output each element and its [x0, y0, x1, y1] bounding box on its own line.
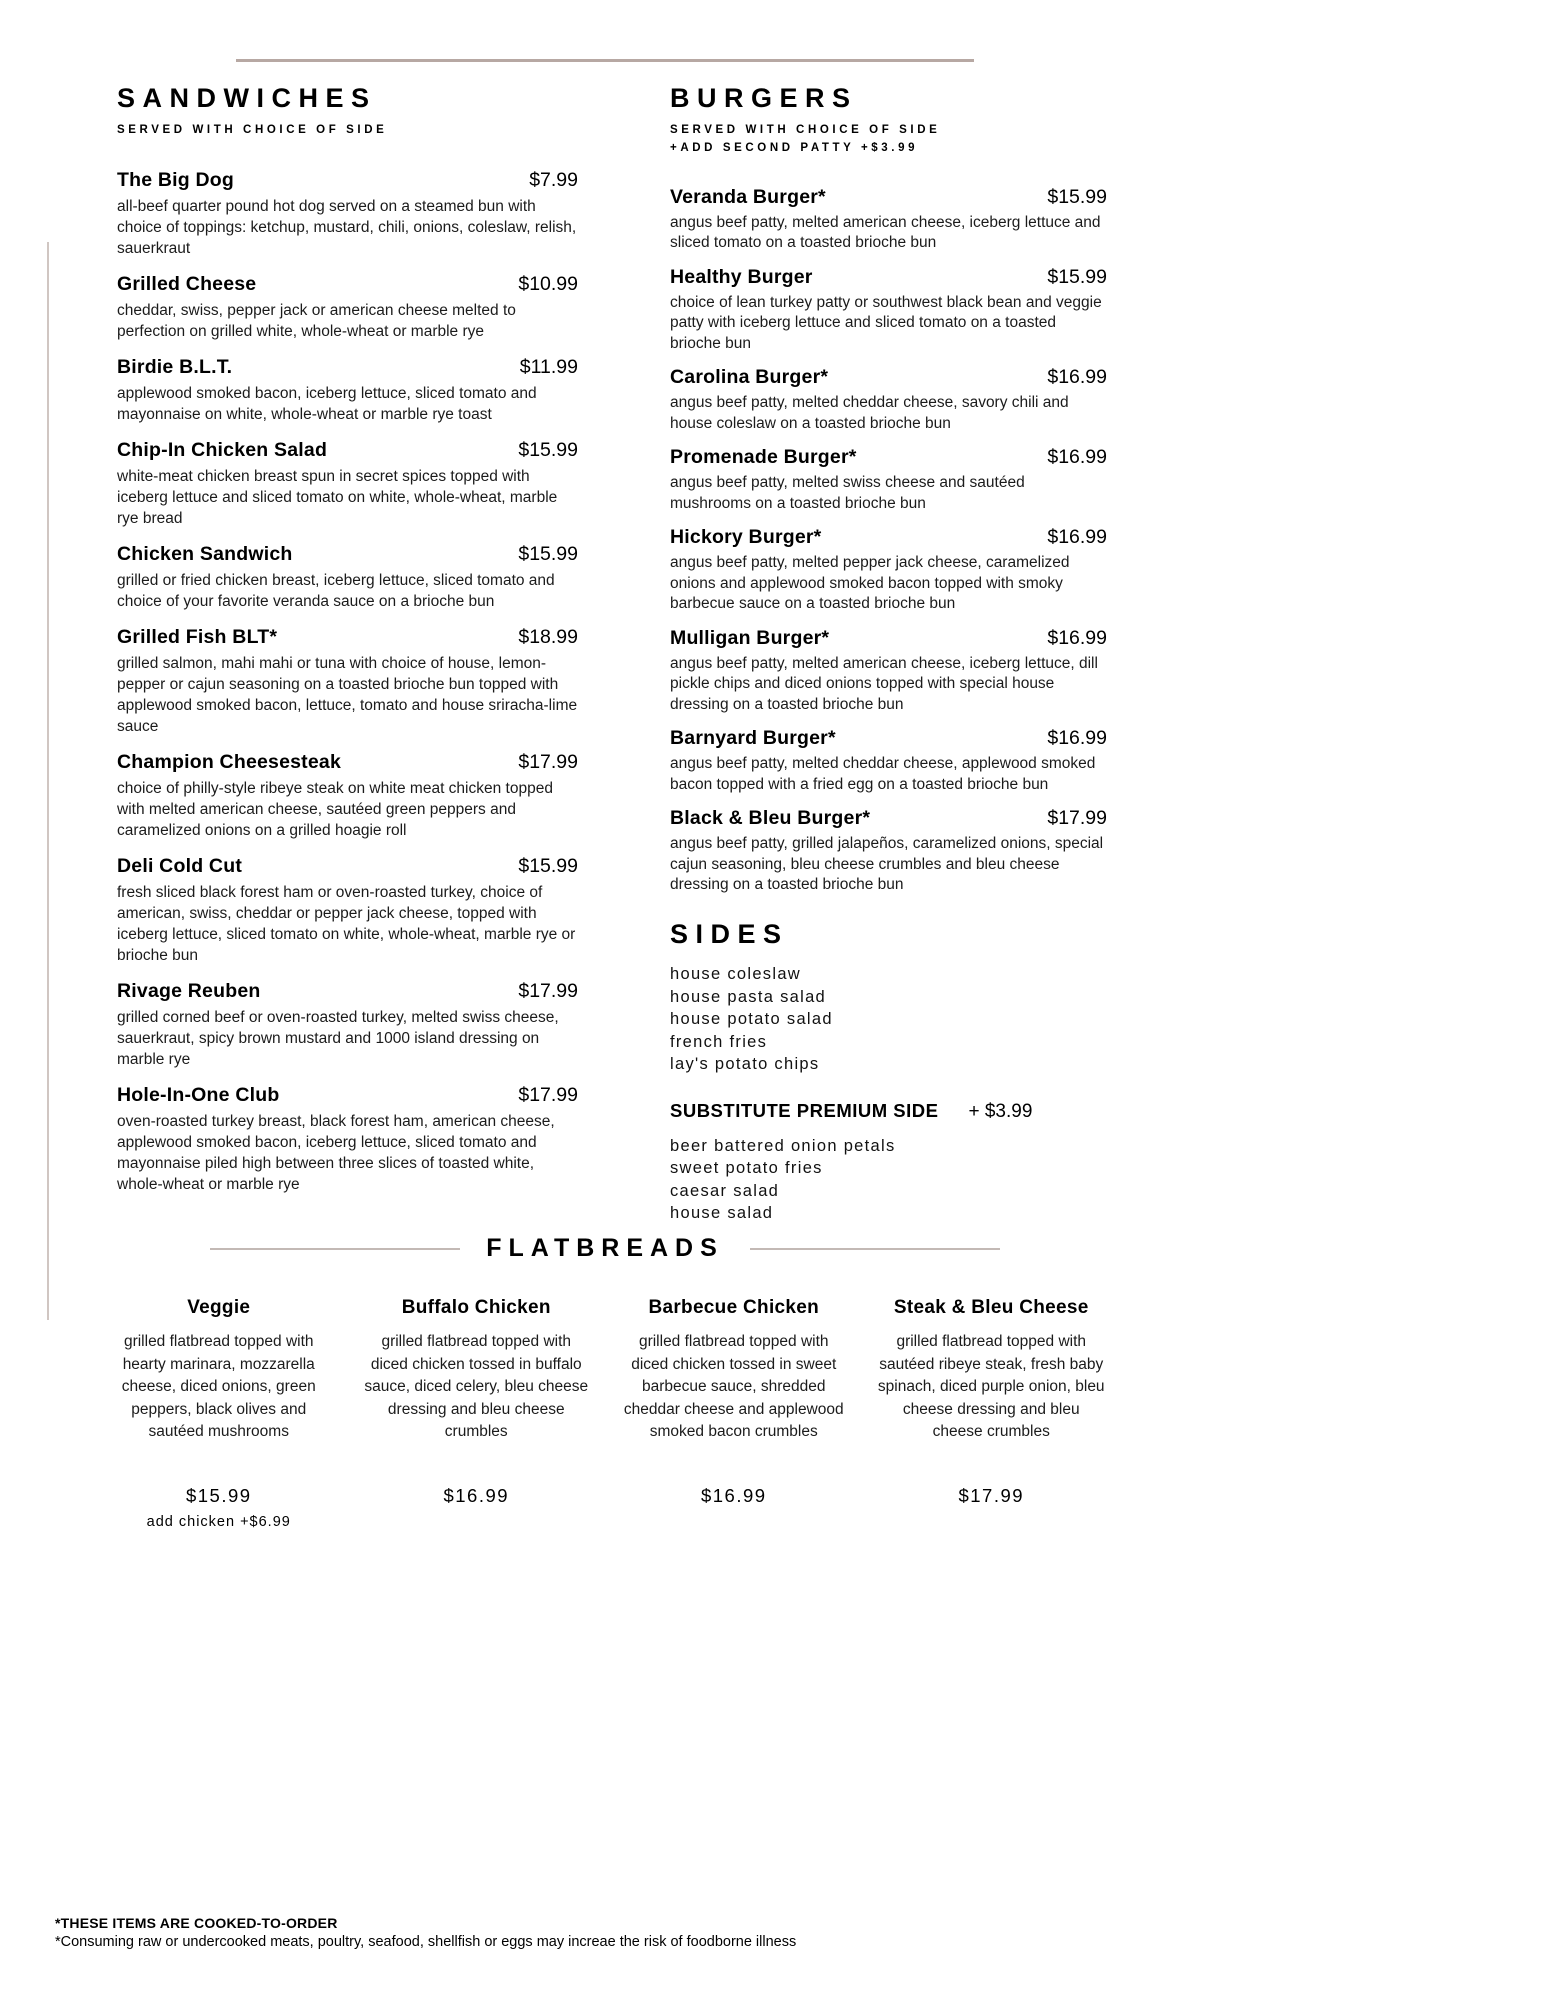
menu-item: [117, 437, 578, 529]
menu-item-header: [670, 805, 1107, 831]
sandwiches-title: SANDWICHES: [117, 83, 377, 113]
item-name: Rivage Reuben: [117, 979, 261, 1002]
item-price: $16.99: [1047, 626, 1107, 649]
menu-item-header: [117, 271, 578, 297]
flatbreads-title: FLATBREADS: [486, 1234, 724, 1262]
menu-item-header: [117, 624, 578, 650]
item-description: white-meat chicken breast spun in secret spices topped with iceberg lettuce and sliced tomato on white, whole-wheat, marble rye bread: [117, 467, 558, 527]
item-description: applewood smoked bacon, iceberg lettuce, sliced tomato and mayonnaise on white, whole-wheat or marble rye toast: [117, 384, 537, 423]
menu-item: [670, 364, 1107, 434]
menu-item-header: [117, 853, 578, 879]
menu-item-header: [117, 541, 578, 567]
item-name: Birdie B.L.T.: [117, 355, 233, 378]
side-item: house potato salad: [670, 1010, 833, 1029]
substitute-side-item: house salad: [670, 1204, 774, 1223]
menu-item-header: [117, 354, 578, 380]
flatbread-item: [863, 1297, 1121, 1530]
flatbread-item: [605, 1297, 863, 1530]
item-description: grilled salmon, mahi mahi or tuna with choice of house, lemon-pepper or cajun seasoning on a toasted brioche bun topped with applewood smoked bacon, lettuce, tomato and house sriracha-lime sauce: [117, 654, 578, 735]
menu-item: [670, 444, 1107, 514]
burgers-subtitle-line1: SERVED WITH CHOICE OF SIDE: [670, 124, 941, 137]
substitute-premium-side-row: [670, 1100, 1107, 1123]
menu-item-header: [117, 749, 578, 775]
item-description: angus beef patty, melted pepper jack cheese, caramelized onions and applewood smoked bacon topped with smoky barbecue sauce on a toasted brioche bun: [670, 554, 1070, 613]
menu-item: [117, 1082, 578, 1195]
burgers-subtitle: [670, 122, 1107, 157]
menu-item: [117, 853, 578, 966]
substitute-side-item: caesar salad: [670, 1181, 780, 1200]
menu-item: [117, 749, 578, 841]
item-description: grilled or fried chicken breast, iceberg lettuce, sliced tomato and choice of your favorite veranda sauce on a brioche bun: [117, 571, 555, 610]
menu-item-header: [670, 364, 1107, 390]
flatbread-price: $16.99: [443, 1485, 510, 1506]
side-item: house pasta salad: [670, 987, 827, 1006]
menu-item-header: [670, 725, 1107, 751]
flatbread-name: Steak & Bleu Cheese: [893, 1297, 1089, 1318]
item-name: Carolina Burger*: [670, 366, 829, 389]
menu-item-header: [670, 625, 1107, 651]
item-description: angus beef patty, melted cheddar cheese, savory chili and house coleslaw on a toasted brioche bun: [670, 394, 1069, 432]
top-accent-line: [236, 59, 974, 62]
flatbread-price: $16.99: [700, 1485, 767, 1506]
flatbreads-list: [90, 1297, 1120, 1530]
flatbreads-divider-right: [750, 1248, 1000, 1250]
sandwiches-subtitle: SERVED WITH CHOICE OF SIDE: [117, 124, 388, 137]
item-name: Hole-In-One Club: [117, 1083, 280, 1106]
item-price: $16.99: [1047, 727, 1107, 750]
item-description: angus beef patty, melted swiss cheese and sautéed mushrooms on a toasted brioche bun: [670, 474, 1025, 512]
menu-item-header: [670, 184, 1107, 210]
item-description: cheddar, swiss, pepper jack or american cheese melted to perfection on grilled white, whole-wheat or marble rye: [117, 301, 516, 340]
menu-item: [670, 805, 1107, 896]
item-description: all-beef quarter pound hot dog served on a steamed bun with choice of toppings: ketchup, mustard, chili, onions, coleslaw, relish, sauerkraut: [117, 197, 577, 257]
sandwiches-section: [117, 84, 578, 1207]
item-description: fresh sliced black forest ham or oven-roasted turkey, choice of american, swiss, cheddar or pepper jack cheese, topped with iceberg lettuce, sliced tomato on white, whole-wheat, marble rye or brioche bun: [117, 883, 576, 964]
flatbread-price: $15.99: [185, 1485, 252, 1506]
cooked-to-order-note: *THESE ITEMS ARE COOKED-TO-ORDER: [55, 1915, 338, 1931]
flatbread-name: Buffalo Chicken: [401, 1297, 551, 1318]
side-item: french fries: [670, 1032, 768, 1051]
menu-item: [117, 978, 578, 1070]
item-price: $17.99: [518, 979, 578, 1002]
substitute-premium-side-price: + $3.99: [968, 1100, 1033, 1122]
menu-item: [117, 541, 578, 612]
menu-item-header: [670, 264, 1107, 290]
flatbreads-section: [90, 1234, 1120, 1530]
item-name: Chip-In Chicken Salad: [117, 438, 328, 461]
item-price: $15.99: [1047, 185, 1107, 208]
item-description: oven-roasted turkey breast, black forest ham, american cheese, applewood smoked bacon, iceberg lettuce, sliced tomato and mayonnaise piled high between three slices of toasted white, whole-wheat or marble rye: [117, 1112, 555, 1193]
burgers-section: [670, 84, 1107, 1225]
item-description: angus beef patty, melted cheddar cheese, applewood smoked bacon topped with a fried egg on a toasted brioche bun: [670, 755, 1096, 793]
menu-item: [117, 271, 578, 342]
item-name: Black & Bleu Burger*: [670, 807, 871, 830]
item-name: Grilled Cheese: [117, 272, 257, 295]
item-description: angus beef patty, melted american cheese, iceberg lettuce, dill pickle chips and diced onions topped with special house dressing on a toasted brioche bun: [670, 654, 1098, 713]
menu-item: [670, 184, 1107, 254]
burgers-title: BURGERS: [670, 83, 858, 113]
item-price: $16.99: [1047, 366, 1107, 389]
menu-item-header: [670, 444, 1107, 470]
menu-item: [670, 725, 1107, 795]
item-name: Hickory Burger*: [670, 526, 822, 549]
item-name: Mulligan Burger*: [670, 626, 830, 649]
item-price: $10.99: [518, 272, 578, 295]
flatbread-note: add chicken +$6.99: [146, 1514, 291, 1530]
sandwiches-list: [117, 167, 578, 1195]
flatbread-name: Barbecue Chicken: [648, 1297, 820, 1318]
substitute-side-item: sweet potato fries: [670, 1159, 823, 1178]
item-name: Veranda Burger*: [670, 185, 826, 208]
flatbread-description: grilled flatbread topped with diced chicken tossed in buffalo sauce, diced celery, bleu cheese dressing and bleu cheese crumbles: [364, 1333, 589, 1440]
flatbread-description: grilled flatbread topped with diced chicken tossed in sweet barbecue sauce, shredded cheddar cheese and applewood smoked bacon crumbles: [623, 1333, 844, 1440]
flatbreads-divider-left: [210, 1248, 460, 1250]
item-price: $15.99: [518, 438, 578, 461]
item-description: angus beef patty, melted american cheese, iceberg lettuce and sliced tomato on a toasted brioche bun: [670, 213, 1101, 252]
item-name: Chicken Sandwich: [117, 542, 293, 565]
flatbread-description: grilled flatbread topped with hearty marinara, mozzarella cheese, diced onions, green peppers, black olives and sautéed mushrooms: [121, 1333, 316, 1440]
item-description: grilled corned beef or oven-roasted turkey, melted swiss cheese, sauerkraut, spicy brown mustard and 1000 island dressing on marble rye: [117, 1008, 559, 1068]
menu-item-header: [117, 978, 578, 1004]
item-description: choice of philly-style ribeye steak on white meat chicken topped with melted american cheese, sautéed green peppers and caramelized onions on a grilled hoagie roll: [117, 779, 553, 839]
substitute-sides-list: [670, 1135, 1107, 1225]
menu-item-header: [117, 1082, 578, 1108]
item-price: $17.99: [1047, 807, 1107, 830]
menu-item: [670, 524, 1107, 615]
side-item: lay's potato chips: [670, 1055, 820, 1074]
item-description: choice of lean turkey patty or southwest black bean and veggie patty with iceberg lettuce and sliced tomato on a toasted brioche bun: [670, 293, 1102, 352]
burgers-subtitle-line2: +ADD SECOND PATTY +$3.99: [670, 141, 919, 154]
flatbread-price: $17.99: [958, 1485, 1025, 1506]
sides-title: SIDES: [670, 918, 789, 949]
foodborne-illness-note: *Consuming raw or undercooked meats, poultry, seafood, shellfish or eggs may increae the risk of foodborne illness: [55, 1934, 797, 1950]
item-price: $17.99: [518, 1083, 578, 1106]
menu-item: [117, 354, 578, 425]
item-price: $15.99: [518, 854, 578, 877]
item-price: $16.99: [1047, 446, 1107, 469]
burgers-list: [670, 184, 1107, 896]
footer-disclaimer: [55, 1915, 1255, 1950]
menu-item: [117, 167, 578, 259]
flatbread-item: [348, 1297, 606, 1530]
item-price: $15.99: [518, 542, 578, 565]
left-accent-line: [47, 242, 49, 1320]
item-price: $16.99: [1047, 526, 1107, 549]
flatbread-item: [90, 1297, 348, 1530]
substitute-premium-side-title: SUBSTITUTE PREMIUM SIDE: [670, 1099, 939, 1121]
menu-item: [117, 624, 578, 737]
menu-item-header: [117, 437, 578, 463]
item-name: Promenade Burger*: [670, 446, 857, 469]
item-price: $17.99: [518, 750, 578, 773]
item-name: Barnyard Burger*: [670, 727, 836, 750]
item-description: angus beef patty, grilled jalapeños, caramelized onions, special cajun seasoning, bleu cheese crumbles and bleu cheese dressing on a toasted brioche bun: [670, 835, 1104, 894]
menu-item: [670, 264, 1107, 355]
item-price: $11.99: [519, 355, 578, 378]
item-name: Grilled Fish BLT*: [117, 625, 278, 648]
side-item: house coleslaw: [670, 965, 802, 984]
menu-item-header: [670, 524, 1107, 550]
sides-list: [670, 963, 1107, 1076]
flatbread-name: Veggie: [187, 1297, 251, 1318]
item-price: $18.99: [518, 625, 578, 648]
item-price: $7.99: [529, 168, 578, 191]
item-name: The Big Dog: [117, 168, 235, 191]
menu-item-header: [117, 167, 578, 193]
item-name: Deli Cold Cut: [117, 854, 243, 877]
item-name: Champion Cheesesteak: [117, 750, 341, 773]
item-name: Healthy Burger: [670, 265, 813, 288]
item-price: $15.99: [1047, 265, 1107, 288]
substitute-side-item: beer battered onion petals: [670, 1136, 896, 1155]
flatbread-description: grilled flatbread topped with sautéed ribeye steak, fresh baby spinach, diced purple onion, bleu cheese dressing and bleu cheese crumbles: [877, 1333, 1105, 1440]
flatbreads-header: [90, 1234, 1120, 1263]
menu-item: [670, 625, 1107, 716]
